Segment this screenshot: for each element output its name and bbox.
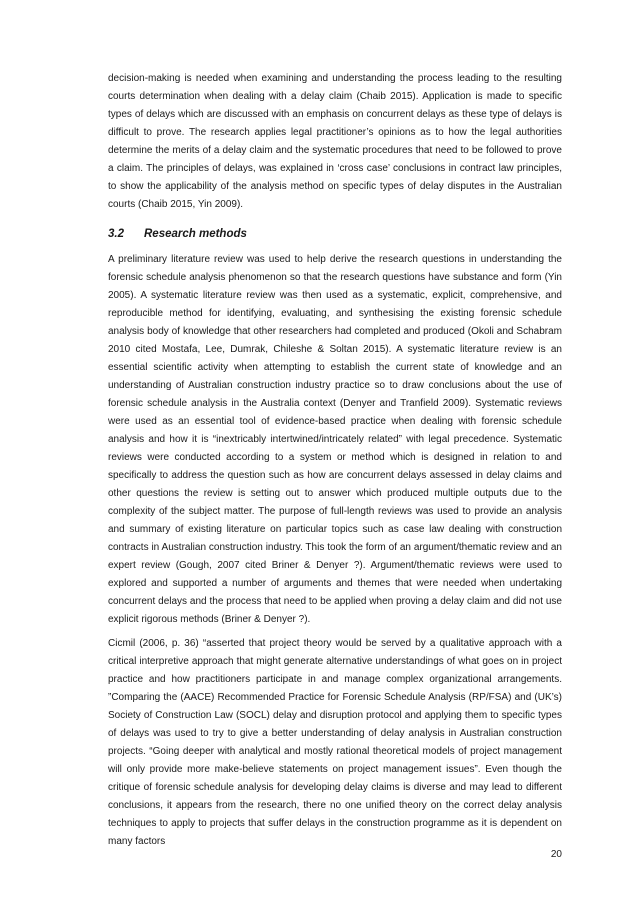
section-number: 3.2 (108, 228, 124, 240)
section-heading (108, 225, 562, 243)
body-paragraph-3: Cicmil (2006, p. 36) “asserted that project theory would be served by a qualitative approach with a critical interpretive approach that might generate alternative understandings of what goes on in project practice and how practitioners participate in and manage complex organizational arrangements. ”Comparing the (AACE) Recommended Practice for Forensic Schedule Analysis (RP/FSA) and (UK’s) Society of Construction Law (SOCL) delay and disruption protocol and applying them to specific types of delays was used to try to give a better understanding of delay analysis in Australian construction projects. “Going deeper with analytical and mostly rational theoretical models of project management will only provide more make-believe statements on project management issues”. Even though the critique of forensic schedule analysis for developing delay claims is diverse and may lead to different conclusions, it appears from the research, there no one unified theory on the correct delay analysis techniques to apply to projects that suffer delays in the construction programme as it is dependent on many factors (108, 638, 562, 847)
body-paragraph-2: A preliminary literature review was used to help derive the research questions in understanding the forensic schedule analysis phenomenon so that the research questions have substance and form (Yin 2005). A systematic literature review was then used as a systematic, explicit, comprehensive, and reproducible method for identifying, evaluating, and synthesising the existing forensic schedule analysis body of knowledge that other researchers had completed and produced (Okoli and Schabram 2010 cited Mostafa, Lee, Dumrak, Chileshe & Soltan 2015). A systematic literature review is an essential scientific activity when attempting to establish the current state of knowledge and an understanding of Australian construction industry practice so to draw conclusions about the use of forensic schedule analysis in the Australia context (Denyer and Tranfield 2009). Systematic reviews were used as an essential tool of evidence-based practice when dealing with forensic schedule analysis and how it is “inextricably intertwined/intricately related” with legal precedence. Systematic reviews were conducted according to a system or method which is designed in relation to and specifically to address the question such as how are concurrent delays assessed in delay claims and other questions the review is setting out to answer which produced multiple outputs due to the complexity of the subject matter. The purpose of full-length reviews was used to provide an analysis and summary of existing literature on particular topics such as case law dealing with construction contracts in Australian construction industry. This took the form of an argument/thematic review and an expert review (Gough, 2007 cited Briner & Denyer ?). Argument/thematic reviews were used to explored and supported a number of arguments and themes that were needed when undertaking concurrent delays and the process that need to be applied when proving a delay claim and did not use explicit rigorous methods (Briner & Denyer ?). (108, 254, 562, 625)
page-number: 20 (550, 849, 562, 860)
section-title: Research methods (144, 228, 247, 240)
page-content (108, 70, 562, 851)
body-paragraph-1: decision-making is needed when examining and understanding the process leading to the resulting courts determination when dealing with a delay claim (Chaib 2015). Application is made to specific types of delays which are discussed with an emphasis on concurrent delays as these type of delays is difficult to prove. The research applies legal practitioner’s opinions as to how the legal authorities determine the merits of a delay claim and the systematic procedures that need to be followed to prove a claim. The principles of delays, was explained in ‘cross case’ conclusions in contract law principles, to show the applicability of the analysis method on specific types of delay disputes in the Australian courts (Chaib 2015, Yin 2009). (108, 73, 562, 210)
